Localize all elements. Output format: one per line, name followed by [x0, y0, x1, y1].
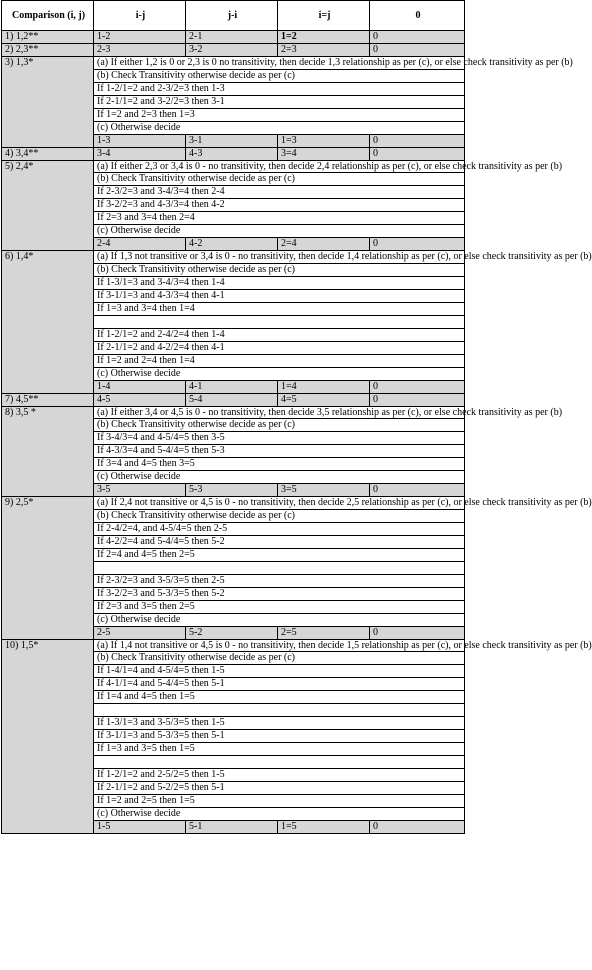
row-3-ij: 1-3 — [94, 134, 186, 147]
row-7-label: 7) 4,5** — [2, 393, 94, 406]
row-10-cond-4: If 1-3/1=3 and 3-5/3=5 then 1-5 — [94, 717, 465, 730]
row-6-spacer — [94, 315, 465, 328]
row-7-eq: 4=5 — [278, 393, 370, 406]
row-3-eq: 1=3 — [278, 134, 370, 147]
row-4-eq: 3=4 — [278, 147, 370, 160]
row-4-label: 4) 3,4** — [2, 147, 94, 160]
row-6-rule-c: (c) Otherwise decide — [94, 367, 465, 380]
row-6-cond-1: If 1-3/1=3 and 3-4/3=4 then 1-4 — [94, 276, 465, 289]
row-9-spacer — [94, 561, 465, 574]
row-3-cond-1: If 1-2/1=2 and 2-3/2=3 then 1-3 — [94, 82, 465, 95]
row-10-cond-5: If 3-1/1=3 and 5-3/3=5 then 5-1 — [94, 730, 465, 743]
row-10-ji: 5-1 — [186, 821, 278, 834]
row-4-ji: 4-3 — [186, 147, 278, 160]
header-comparison: Comparison (i, j) — [2, 1, 94, 31]
header-row — [2, 1, 465, 31]
row-9-cond-5: If 3-2/2=3 and 5-3/3=5 then 5-2 — [94, 587, 465, 600]
row-4 — [2, 147, 465, 160]
row-1-zero: 0 — [370, 31, 465, 44]
row-10-rule-b: (b) Check Transitivity otherwise decide as per (c) — [94, 652, 465, 665]
header-zero: 0 — [370, 1, 465, 31]
row-5-rule-b: (b) Check Transitivity otherwise decide as per (c) — [94, 173, 465, 186]
row-9-eq: 2=5 — [278, 626, 370, 639]
row-8-ij: 3-5 — [94, 484, 186, 497]
row-8-eq: 3=5 — [278, 484, 370, 497]
row-5-cond-1: If 2-3/2=3 and 3-4/3=4 then 2-4 — [94, 186, 465, 199]
row-6-label: 6) 1,4* — [2, 251, 94, 394]
row-9-rule-b: (b) Check Transitivity otherwise decide as per (c) — [94, 509, 465, 522]
row-6-ij: 1-4 — [94, 380, 186, 393]
row-2-eq: 2=3 — [278, 44, 370, 57]
row-9-cond-1: If 2-4/2=4, and 4-5/4=5 then 2-5 — [94, 522, 465, 535]
row-6-cond-3: If 1=3 and 3=4 then 1=4 — [94, 302, 465, 315]
row-9-label: 9) 2,5* — [2, 497, 94, 640]
row-9-a — [2, 497, 465, 510]
row-2-ji: 3-2 — [186, 44, 278, 57]
row-6-eq: 1=4 — [278, 380, 370, 393]
row-6-ji: 4-1 — [186, 380, 278, 393]
row-2 — [2, 44, 465, 57]
row-8-cond-2: If 4-3/3=4 and 5-4/4=5 then 5-3 — [94, 445, 465, 458]
row-5-cond-2: If 3-2/2=3 and 4-3/3=4 then 4-2 — [94, 199, 465, 212]
row-7-ij: 4-5 — [94, 393, 186, 406]
row-9-cond-6: If 2=3 and 3=5 then 2=5 — [94, 600, 465, 613]
row-5-rule-a: (a) If either 2,3 or 3,4 is 0 - no transitivity, then decide 2,4 relationship as per (c), or else check transitivity as per (b) — [94, 160, 465, 173]
row-6-a — [2, 251, 465, 264]
header-i-j: i-j — [94, 1, 186, 31]
row-5-ij: 2-4 — [94, 238, 186, 251]
row-8-cond-3: If 3=4 and 4=5 then 3=5 — [94, 458, 465, 471]
row-3-label: 3) 1,3* — [2, 57, 94, 148]
row-8-ji: 5-3 — [186, 484, 278, 497]
row-7 — [2, 393, 465, 406]
row-10-cond-8: If 2-1/1=2 and 5-2/2=5 then 5-1 — [94, 782, 465, 795]
row-2-ij: 2-3 — [94, 44, 186, 57]
row-5-label: 5) 2,4* — [2, 160, 94, 251]
row-9-cond-2: If 4-2/2=4 and 5-4/4=5 then 5-2 — [94, 535, 465, 548]
row-9-ij: 2-5 — [94, 626, 186, 639]
row-3-zero: 0 — [370, 134, 465, 147]
row-6-cond-5: If 2-1/1=2 and 4-2/2=4 then 4-1 — [94, 341, 465, 354]
row-3-a — [2, 57, 465, 70]
row-7-ji: 5-4 — [186, 393, 278, 406]
row-6-cond-6: If 1=2 and 2=4 then 1=4 — [94, 354, 465, 367]
row-10-spacer-1 — [94, 704, 465, 717]
row-10-a — [2, 639, 465, 652]
row-10-eq: 1=5 — [278, 821, 370, 834]
row-6-cond-4: If 1-2/1=2 and 2-4/2=4 then 1-4 — [94, 328, 465, 341]
row-10-cond-6: If 1=3 and 3=5 then 1=5 — [94, 743, 465, 756]
row-8-rule-b: (b) Check Transitivity otherwise decide as per (c) — [94, 419, 465, 432]
row-1-ji: 2-1 — [186, 31, 278, 44]
row-5-cond-3: If 2=3 and 3=4 then 2=4 — [94, 212, 465, 225]
row-9-cond-4: If 2-3/2=3 and 3-5/3=5 then 2-5 — [94, 574, 465, 587]
row-8-rule-a: (a) If either 3,4 or 4,5 is 0 - no transitivity, then decide 3,5 relationship as per (c), or else check transitivity as per (b) — [94, 406, 465, 419]
row-3-ji: 3-1 — [186, 134, 278, 147]
row-10-cond-1: If 1-4/1=4 and 4-5/4=5 then 1-5 — [94, 665, 465, 678]
row-3-cond-3: If 1=2 and 2=3 then 1=3 — [94, 108, 465, 121]
row-7-zero: 0 — [370, 393, 465, 406]
row-10-ij: 1-5 — [94, 821, 186, 834]
row-10-rule-c: (c) Otherwise decide — [94, 808, 465, 821]
row-10-zero: 0 — [370, 821, 465, 834]
row-10-label: 10) 1,5* — [2, 639, 94, 834]
row-9-cond-3: If 2=4 and 4=5 then 2=5 — [94, 548, 465, 561]
row-6-zero: 0 — [370, 380, 465, 393]
row-2-label: 2) 2,3** — [2, 44, 94, 57]
row-9-rule-c: (c) Otherwise decide — [94, 613, 465, 626]
row-4-zero: 0 — [370, 147, 465, 160]
row-10-cond-7: If 1-2/1=2 and 2-5/2=5 then 1-5 — [94, 769, 465, 782]
row-3-cond-2: If 2-1/1=2 and 3-2/2=3 then 3-1 — [94, 95, 465, 108]
comparison-table — [1, 0, 592, 834]
row-10-spacer-2 — [94, 756, 465, 769]
row-10-cond-3: If 1=4 and 4=5 then 1=5 — [94, 691, 465, 704]
header-j-i: j-i — [186, 1, 278, 31]
row-6-rule-b: (b) Check Transitivity otherwise decide as per (c) — [94, 263, 465, 276]
row-9-ji: 5-2 — [186, 626, 278, 639]
row-8-label: 8) 3,5 * — [2, 406, 94, 497]
row-2-zero: 0 — [370, 44, 465, 57]
row-8-rule-c: (c) Otherwise decide — [94, 471, 465, 484]
row-1-ij: 1-2 — [94, 31, 186, 44]
row-5-eq: 2=4 — [278, 238, 370, 251]
row-4-ij: 3-4 — [94, 147, 186, 160]
row-6-cond-2: If 3-1/1=3 and 4-3/3=4 then 4-1 — [94, 289, 465, 302]
row-10-cond-9: If 1=2 and 2=5 then 1=5 — [94, 795, 465, 808]
row-5-a — [2, 160, 465, 173]
row-3-rule-c: (c) Otherwise decide — [94, 121, 465, 134]
header-i-eq-j: i=j — [278, 1, 370, 31]
row-5-zero: 0 — [370, 238, 465, 251]
row-1-label: 1) 1,2** — [2, 31, 94, 44]
row-8-a — [2, 406, 465, 419]
row-8-cond-1: If 3-4/3=4 and 4-5/4=5 then 3-5 — [94, 432, 465, 445]
row-3-rule-b: (b) Check Transitivity otherwise decide as per (c) — [94, 69, 465, 82]
row-9-rule-a: (a) If 2,4 not transitive or 4,5 is 0 - no transitivity, then decide 2,5 relationship as per (c), or else check transitivity as per (b) — [94, 497, 465, 510]
row-1-eq: 1=2 — [278, 31, 370, 44]
row-8-zero: 0 — [370, 484, 465, 497]
row-6-rule-a: (a) If 1,3 not transitive or 3,4 is 0 - no transitivity, then decide 1,4 relationship as per (c), or else check transitivity as per (b) — [94, 251, 465, 264]
row-5-ji: 4-2 — [186, 238, 278, 251]
row-10-rule-a: (a) If 1,4 not transitive or 4,5 is 0 - no transitivity, then decide 1,5 relationship as per (c), or else check transitivity as per (b) — [94, 639, 465, 652]
row-10-cond-2: If 4-1/1=4 and 5-4/4=5 then 5-1 — [94, 678, 465, 691]
row-5-rule-c: (c) Otherwise decide — [94, 225, 465, 238]
row-3-rule-a: (a) If either 1,2 is 0 or 2,3 is 0 no transitivity, then decide 1,3 relationship as per (c), or else check transitivity as per (b) — [94, 57, 465, 70]
row-1 — [2, 31, 465, 44]
row-9-zero: 0 — [370, 626, 465, 639]
